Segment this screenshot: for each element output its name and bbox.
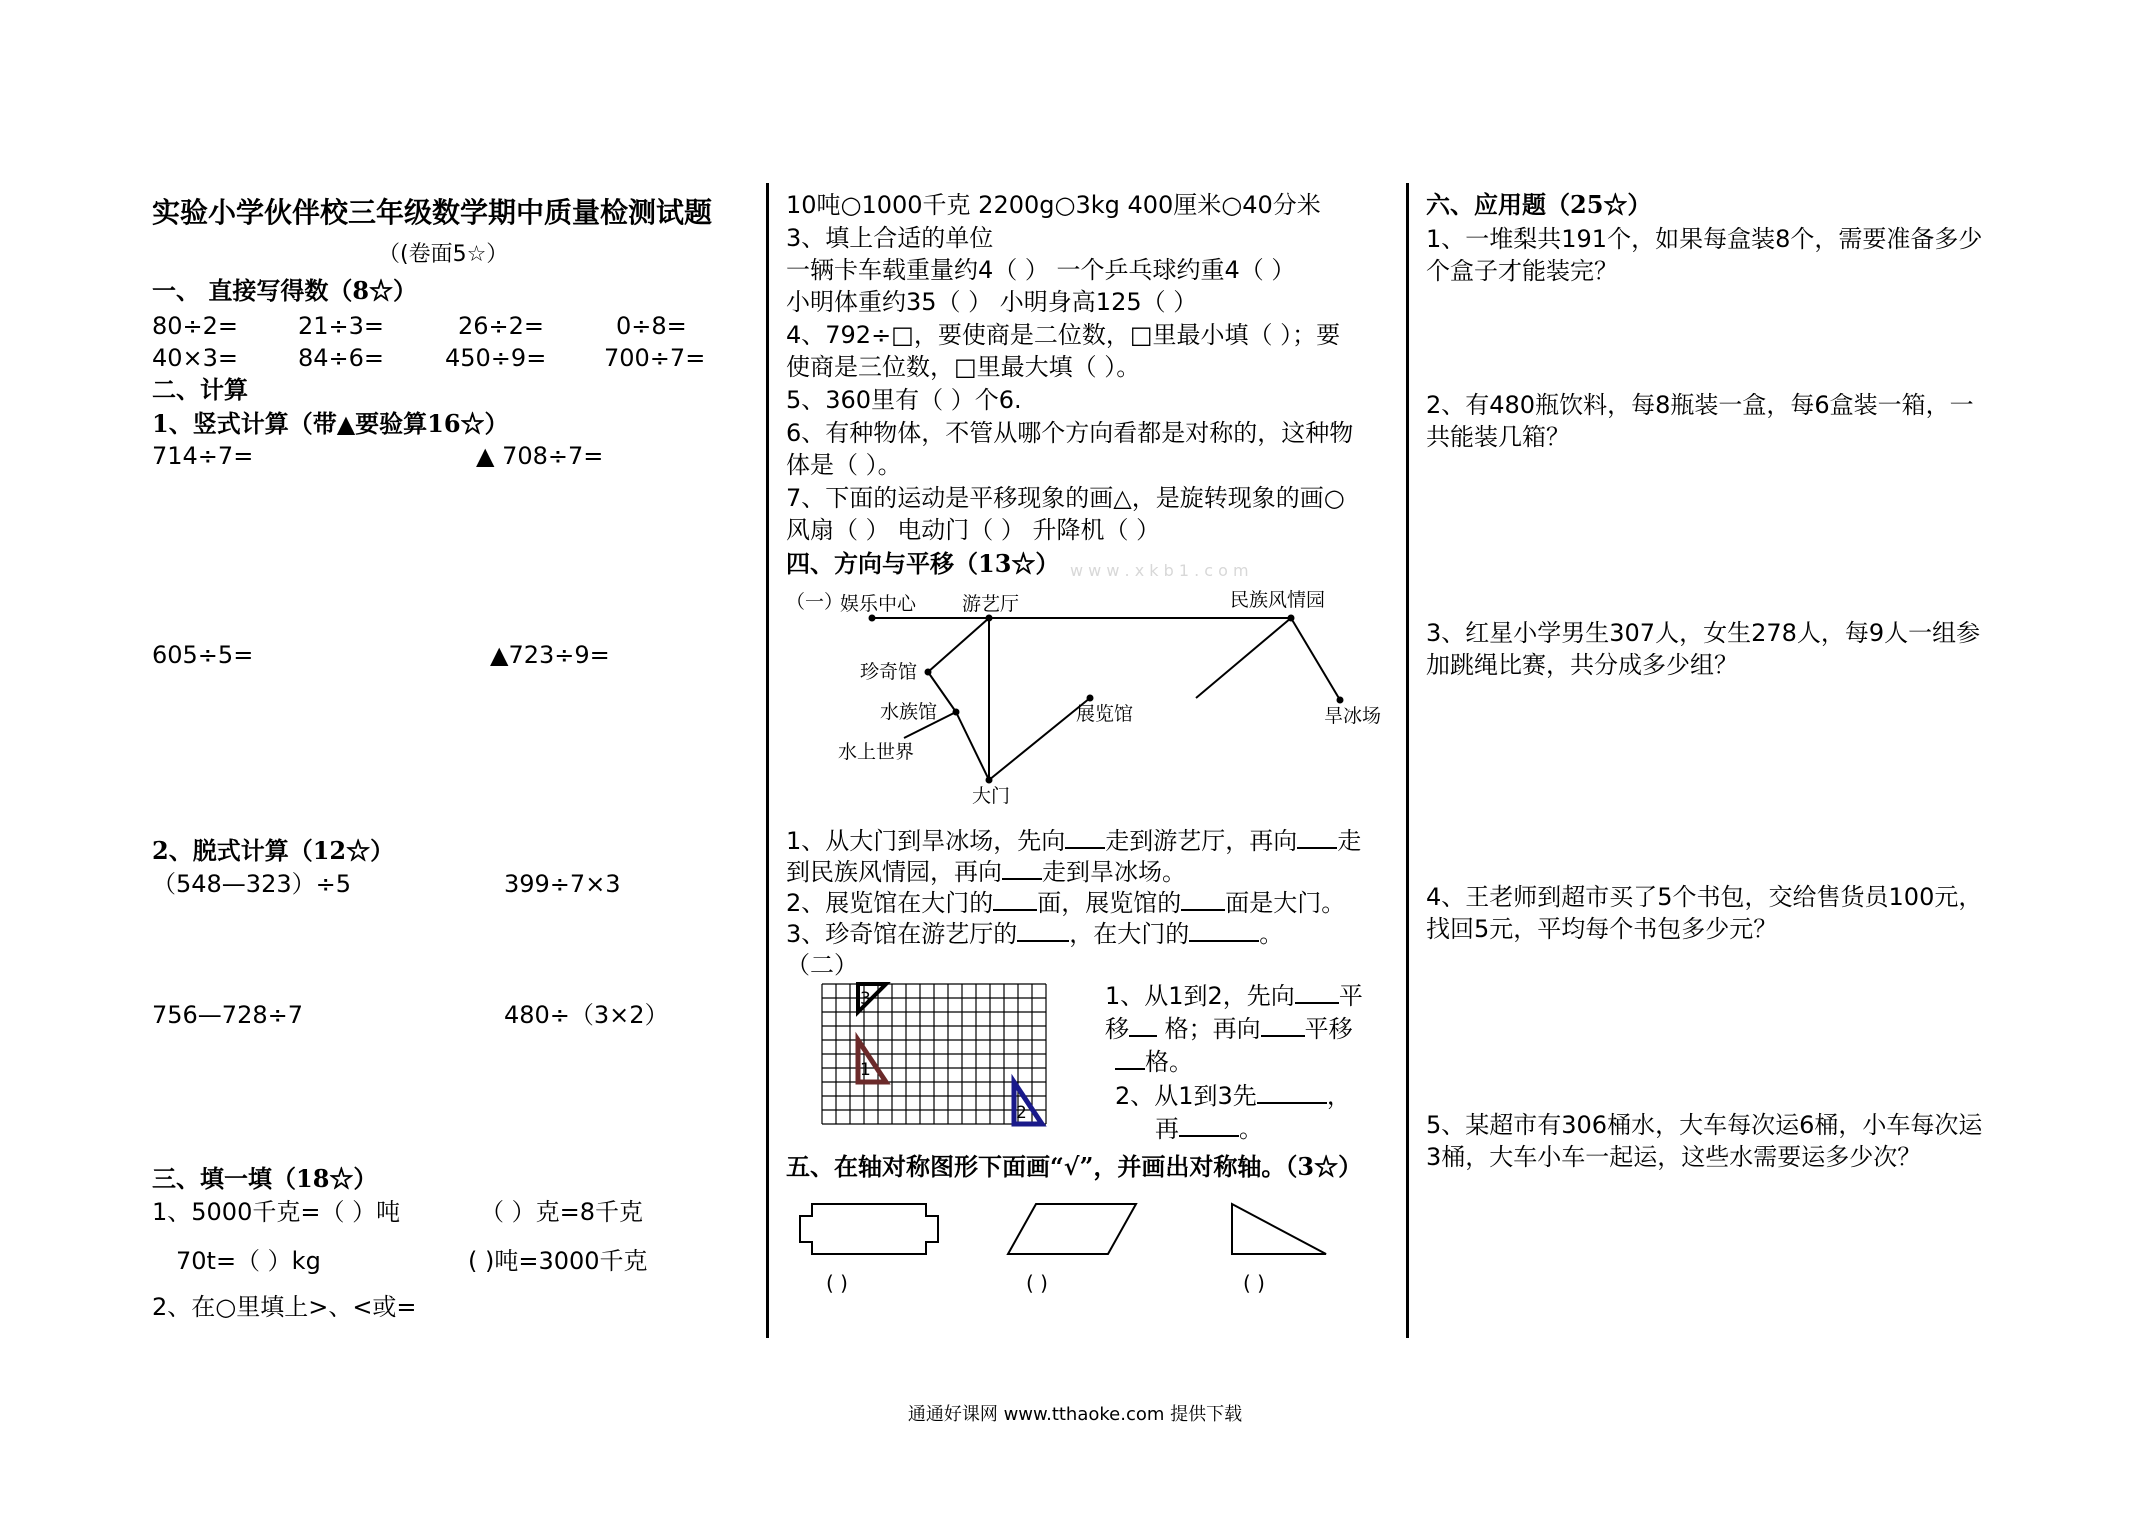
right-triangle-shape bbox=[1232, 1204, 1326, 1254]
word-problem: 个盒子才能装完？ bbox=[1426, 257, 1618, 285]
translation-question-1-end: 格。 bbox=[1115, 1046, 1193, 1077]
fill-item: 一辆卡车载重量约4（ ） 一个乒乓球约重4（ ） bbox=[786, 256, 1296, 284]
grid-shape-label-2: 2 bbox=[1016, 1103, 1027, 1123]
answer-paren: ( ) bbox=[826, 1271, 848, 1295]
column-1 bbox=[0, 0, 765, 1518]
symmetry-shapes bbox=[786, 1196, 1406, 1306]
fill-item: 70t=（ ）kg bbox=[176, 1247, 321, 1275]
word-problem: 找回5元，平均每个书包多少元？ bbox=[1426, 915, 1778, 943]
section-5-heading: 五、在轴对称图形下面画“√”，并画出对称轴。（3☆） bbox=[786, 1152, 1363, 1181]
translation-part-label: （二） bbox=[786, 951, 858, 979]
oral-calc-item: 80÷2= bbox=[152, 312, 239, 340]
oral-calc-item: 450÷9= bbox=[445, 344, 547, 372]
grid-shape-label-1: 1 bbox=[860, 1060, 871, 1080]
translation-grid bbox=[816, 978, 1056, 1148]
oral-calc-item: 0÷8= bbox=[616, 312, 687, 340]
oral-calc-item: 21÷3= bbox=[298, 312, 385, 340]
fill-item: 4、792÷□，要使商是二位数，□里最小填（ ）；要 bbox=[786, 321, 1341, 349]
column-divider-left bbox=[766, 183, 769, 1338]
map-label-aquarium: 水族馆 bbox=[880, 701, 938, 723]
translation-question-1-cont: 移 格；再向 平移 bbox=[1105, 1015, 1353, 1043]
map-label-folk: 民族风情园 bbox=[1230, 589, 1326, 611]
answer-paren: ( ) bbox=[1243, 1271, 1265, 1295]
fill-item: ( )吨=3000千克 bbox=[468, 1247, 648, 1275]
page-title: 实验小学伙伴校三年级数学期中质量检测试题 bbox=[152, 196, 713, 229]
direction-question-1-cont: 到民族风情园，再向 走到旱冰场。 bbox=[786, 858, 1186, 886]
map-label-exhibition: 展览馆 bbox=[1076, 703, 1134, 725]
column-3 bbox=[1410, 0, 2150, 1518]
map-label-curio: 珍奇馆 bbox=[860, 661, 918, 683]
map-label-entertainment: 娱乐中心 bbox=[840, 593, 917, 615]
word-problem: 加跳绳比赛，共分成多少组？ bbox=[1426, 651, 1738, 679]
answer-paren: ( ) bbox=[1026, 1271, 1048, 1295]
oral-calc-item: 40×3= bbox=[152, 344, 239, 372]
vertical-calc-item: ▲ 708÷7= bbox=[476, 442, 604, 470]
oral-calc-item: 700÷7= bbox=[604, 344, 706, 372]
vertical-calc-item: 714÷7= bbox=[152, 442, 254, 470]
column-divider-right bbox=[1406, 183, 1409, 1338]
direction-question-2: 2、展览馆在大门的 面，展览馆的 面是大门。 bbox=[786, 889, 1346, 917]
parallelogram-shape bbox=[1008, 1204, 1136, 1254]
fill-item: 1、5000千克=（ ）吨 bbox=[152, 1198, 401, 1226]
translation-question-2-cont: 再 。 bbox=[1155, 1115, 1263, 1143]
direction-question-1: 1、从大门到旱冰场，先向 走到游艺厅，再向 走 bbox=[786, 827, 1362, 855]
stepwise-calc-item: （548—323）÷5 bbox=[152, 870, 351, 898]
word-problem: 3桶，大车小车一起运，这些水需要运多少次？ bbox=[1426, 1143, 1922, 1171]
section-1-heading: 一、 直接写得数（8☆） bbox=[152, 276, 418, 305]
word-problem: 2、有480瓶饮料，每8瓶装一盒，每6盒装一箱，一 bbox=[1426, 391, 1974, 419]
map-label-arcade: 游艺厅 bbox=[962, 593, 1020, 615]
word-problem: 5、某超市有306桶水，大车每次运6桶，小车每次运 bbox=[1426, 1111, 1983, 1139]
oral-calc-item: 84÷6= bbox=[298, 344, 385, 372]
stepwise-calc-item: 756—728÷7 bbox=[152, 1001, 303, 1029]
grid-shape-label-3: 3 bbox=[860, 989, 871, 1009]
fill-item: 3、填上合适的单位 bbox=[786, 224, 994, 252]
fill-item: 7、下面的运动是平移现象的画△，是旋转现象的画○ bbox=[786, 484, 1345, 512]
word-problem: 3、红星小学男生307人，女生278人，每9人一组参 bbox=[1426, 619, 1981, 647]
stepwise-calc-item: 399÷7×3 bbox=[504, 870, 621, 898]
vertical-calc-item: 605÷5= bbox=[152, 641, 254, 669]
fill-item: 使商是三位数，□里最大填（ ）。 bbox=[786, 353, 1141, 381]
vertical-calc-item: ▲723÷9= bbox=[490, 641, 610, 669]
translation-question-1: 1、从1到2，先向 平 bbox=[1105, 982, 1363, 1010]
page-footer: 通通好课网 www.tthaoke.com 提供下载 bbox=[907, 1404, 1243, 1425]
oral-calc-item: 26÷2= bbox=[458, 312, 545, 340]
column-2 bbox=[770, 0, 1406, 1518]
watermark: w w w . x k b 1 . c o m bbox=[1070, 561, 1249, 580]
map-part-label: （一） bbox=[786, 591, 844, 613]
section-6-heading: 六、应用题（25☆） bbox=[1426, 190, 1652, 219]
vertical-calc-heading: 1、竖式计算（带▲要验算16☆） bbox=[152, 409, 509, 438]
fill-item: 风扇（ ） 电动门（ ） 升降机（ ） bbox=[786, 516, 1161, 544]
fill-item: 小明体重约35（ ） 小明身高125（ ） bbox=[786, 288, 1198, 316]
section-3-heading: 三、填一填（18☆） bbox=[152, 1164, 378, 1193]
direction-question-3: 3、珍奇馆在游艺厅的 ，在大门的 。 bbox=[786, 920, 1284, 948]
fill-item: 2、在○里填上>、<或= bbox=[152, 1293, 417, 1321]
stepwise-calc-item: 480÷（3×2） bbox=[504, 1001, 669, 1029]
fill-item: （ ）克=8千克 bbox=[480, 1198, 644, 1226]
fill-item: 5、360里有（ ）个6. bbox=[786, 386, 1022, 414]
section-4-heading: 四、方向与平移（13☆） bbox=[786, 549, 1060, 578]
word-problem: 共能装几箱？ bbox=[1426, 423, 1570, 451]
section-2-heading: 二、计算 bbox=[152, 375, 248, 404]
word-problem: 4、王老师到超市买了5个书包，交给售货员100元， bbox=[1426, 883, 1983, 911]
compare-row: 10吨○1000千克 2200g○3kg 400厘米○40分米 bbox=[786, 191, 1321, 219]
map-label-water-world: 水上世界 bbox=[838, 741, 915, 763]
page-subtitle: （(卷面5☆） bbox=[378, 242, 509, 267]
fill-item: 6、有种物体，不管从哪个方向看都是对称的，这种物 bbox=[786, 419, 1354, 447]
translation-question-2: 2、从1到3先 ， bbox=[1115, 1082, 1351, 1110]
park-map-diagram bbox=[786, 588, 1406, 808]
word-problem: 1、一堆梨共191个，如果每盒装8个，需要准备多少 bbox=[1426, 225, 1983, 253]
fill-item: 体是（ ）。 bbox=[786, 451, 902, 479]
stepwise-calc-heading: 2、脱式计算（12☆） bbox=[152, 836, 395, 865]
map-label-gate: 大门 bbox=[972, 785, 1011, 807]
map-label-rink: 旱冰场 bbox=[1324, 705, 1382, 727]
notched-rectangle-shape bbox=[800, 1204, 938, 1254]
